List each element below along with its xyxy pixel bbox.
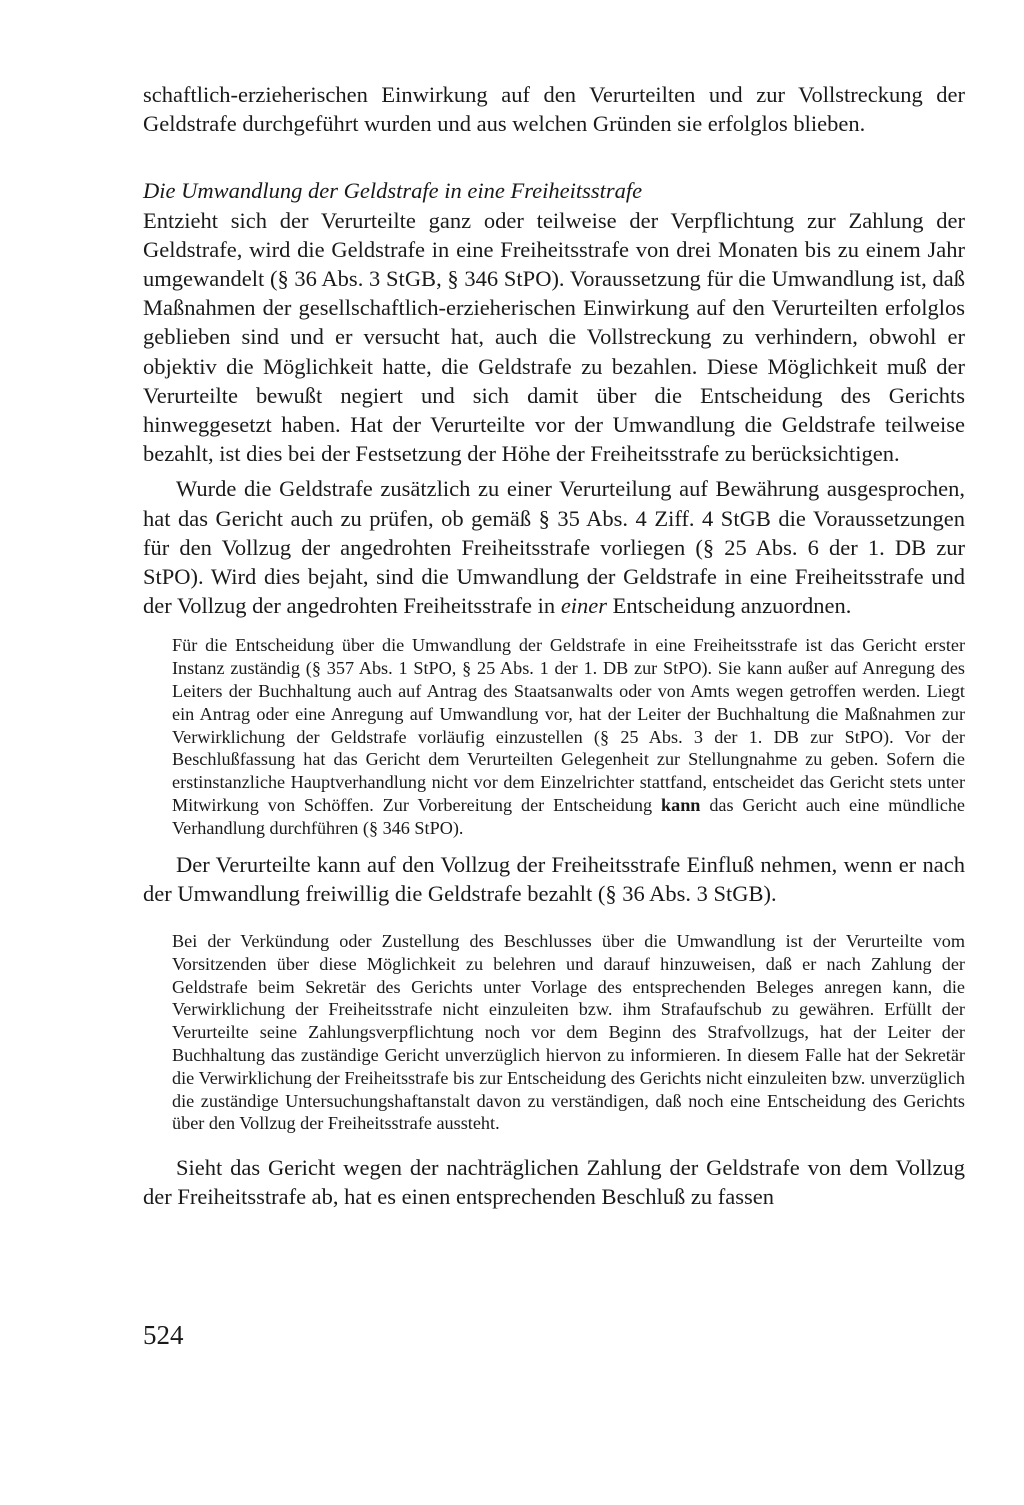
section-heading: Die Umwandlung der Geldstrafe in eine Freiheitsstrafe — [143, 178, 643, 204]
note-jurisdiction-text-a: Für die Entscheidung über die Umwandlung der Geldstrafe in eine Freiheitsstrafe ist das Gericht erster Instanz zuständig (§ 357 Abs. 1 StPO, § 25 Abs. 1 der 1. DB zur StPO). Sie kann außer auf Anregung des Leiters der Buchhaltung auch auf Antrag des Staatsanwalts oder von Amts wegen getroffen werden. Liegt ein Antrag oder eine Anregung auf Umwandlung vor, hat der Leiter der Buchhaltung die Maßnahmen zur Verwirklichung der Geldstrafe vorläufig einzustellen (§ 25 Abs. 3 der 1. DB zur StPO). Vor der Beschlußfassung hat das Gericht dem Verurteilten Gelegenheit zur Stellungnahme zu geben. Sofern die erstinstanzliche Hauptverhandlung nicht vor dem Einzelrichter stattfand, entscheidet das Gericht stets unter Mitwirkung von Schöffen. Zur Vorbereitung der Entscheidung — [172, 635, 965, 816]
paragraph-probation-emphasis: einer — [560, 593, 608, 619]
note-instruction: Bei der Verkündung oder Zustellung des Beschlusses über die Umwandlung ist der Verurteilte vom Vorsitzenden über diese Möglichkeit zu belehren und darauf hinzuweisen, daß er nach Zahlung der Geldstrafe beim Sekretär des Gerichts unter Vorlage des entsprechenden Beleges anregen kann, die Verwirklichung der Freiheitsstrafe nicht einzuleiten bzw. ihm Strafaufschub zu gewähren. Erfüllt der Verurteilte seine Zahlungsverpflichtung noch vor dem Beginn des Strafvollzugs, hat der Leiter der Buchhaltung das zuständige Gericht unverzüglich hiervon zu informieren. In diesem Falle hat der Sekretär die Verwirklichung der Freiheitsstrafe bis zur Entscheidung des Gerichts nicht einzuleiten bzw. unverzüglich die zuständige Untersuchungshaftanstalt davon zu verständigen, daß noch eine Entscheidung des Gerichts über den Vollzug der Freiheitsstrafe aussteht. — [172, 931, 965, 1134]
paragraph-influence: Der Verurteilte kann auf den Vollzug der Freiheitsstrafe Einfluß nehmen, wenn er nach der Umwandlung freiwillig die Geldstrafe bezahlt (§ 36 Abs. 3 StGB). — [143, 851, 965, 906]
paragraph-conversion: Entzieht sich der Verurteilte ganz oder teilweise der Verpflichtung zur Zahlung der Geldstrafe, wird die Geldstrafe in eine Freiheitsstrafe von drei Monaten bis zu einem Jahr umgewandelt (§ 36 Abs. 3 StGB, § 346 StPO). Voraussetzung für die Umwandlung ist, daß Maßnahmen der gesellschaftlich-erzieherischen Einwirkung auf den Verurteilten erfolglos geblieben sind und er versucht hat, auch die Vollstreckung zu verhindern, obwohl er objektiv die Möglichkeit hatte, die Geldstrafe zu bezahlen. Diese Möglichkeit muß der Verurteilte bewußt negiert und sich damit über die Entscheidung des Gerichts hinweggesetzt haben. Hat der Verurteilte vor der Umwandlung die Geldstrafe teilweise bezahlt, ist dies bei der Festsetzung der Höhe der Freiheitsstrafe zu berücksichtigen. — [143, 207, 965, 467]
paragraph-probation-text-a: Wurde die Geldstrafe zusätzlich zu einer Verurteilung auf Bewährung ausgesprochen, hat das Gericht auch zu prüfen, ob gemäß § 35 Abs. 4 Ziff. 4 StGB die Voraussetzungen für den Vollzug der angedrohten Freiheitsstrafe vorliegen (§ 25 Abs. 6 der 1. DB zur StPO). Wird dies bejaht, sind die Umwandlung der Geldstrafe in eine Freiheitsstrafe und der Vollzug der angedrohten Freiheitsstrafe in — [143, 476, 965, 619]
note-jurisdiction-text-b: das Gericht auch eine mündliche Verhandlung durchführen (§ 346 StPO). — [172, 795, 966, 838]
paragraph-probation-text-b: Entscheidung anzuordnen. — [607, 593, 852, 619]
page-body — [143, 80, 965, 1212]
note-jurisdiction — [172, 634, 965, 839]
note-jurisdiction-bold: kann — [660, 795, 701, 816]
paragraph-probation — [143, 474, 965, 620]
paragraph-continuation: schaftlich-erzieherischen Einwirkung auf den Verurteilten und zur Vollstreckung der Geldstrafe durchgeführt wurden und aus welchen Gründen sie erfolglos blieben. — [143, 82, 965, 137]
paragraph-waiver: Sieht das Gericht wegen der nachträglichen Zahlung der Geldstrafe von dem Vollzug der Freiheitsstrafe ab, hat es einen entsprechenden Beschluß zu fassen — [143, 1155, 965, 1210]
page-number: 524 — [143, 1320, 184, 1350]
